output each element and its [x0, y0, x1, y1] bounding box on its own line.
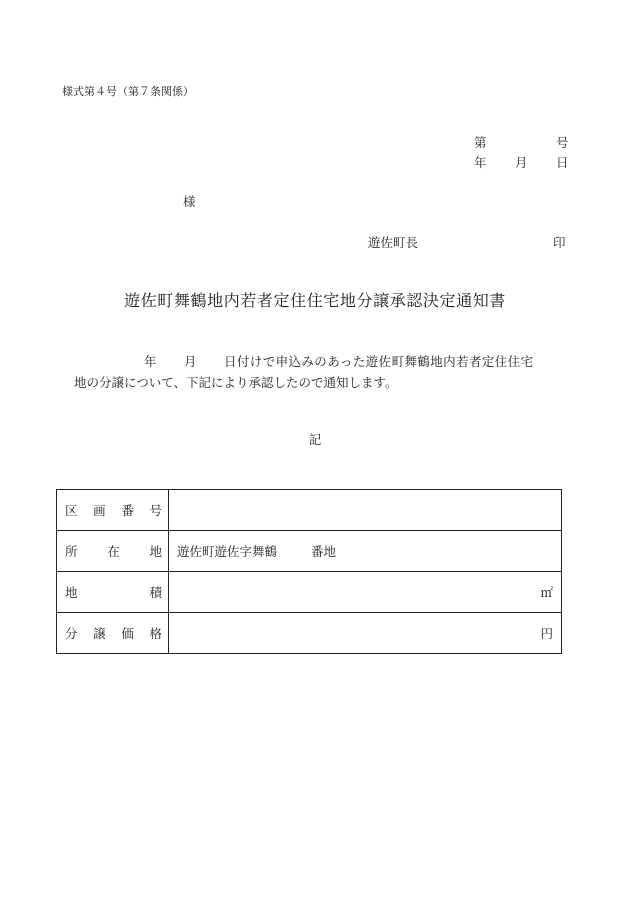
body-year: 年 [144, 354, 157, 369]
body-line-1: 日付けで申込みのあった遊佐町舞鶴地内若者定住住宅 [224, 354, 534, 369]
body-line-2: 地の分譲について、下記により承認したので通知します。 [74, 375, 398, 390]
date-day: 日 [556, 155, 569, 170]
addressee-honorific: 様 [183, 194, 196, 209]
ki-heading: 記 [308, 432, 322, 447]
area-unit: ㎡ [540, 585, 553, 600]
label-char: 所 [65, 544, 78, 559]
label-location [57, 531, 169, 572]
row-lot-number [57, 490, 562, 531]
label-char: 価 [121, 626, 134, 641]
value-area [169, 572, 562, 613]
label-lot-number [57, 490, 169, 531]
row-location [57, 531, 562, 572]
label-char: 番 [121, 503, 134, 518]
label-char: 号 [149, 503, 162, 518]
notice-number-suffix: 号 [556, 135, 569, 150]
location-prefix: 遊佐町遊佐字舞鶴 [177, 544, 278, 559]
label-char: 分 [65, 626, 78, 641]
label-char: 積 [149, 585, 162, 600]
location-suffix: 番地 [311, 544, 337, 559]
label-char: 在 [107, 544, 120, 559]
seal-mark: 印 [553, 235, 566, 250]
price-unit: 円 [540, 626, 553, 641]
label-char: 地 [149, 544, 162, 559]
label-char: 格 [149, 626, 162, 641]
label-area [57, 572, 169, 613]
body-month: 月 [184, 354, 197, 369]
label-char: 区 [65, 503, 78, 518]
issuer-title: 遊佐町長 [368, 235, 419, 250]
row-price [57, 613, 562, 654]
value-lot-number [169, 490, 562, 531]
label-char: 地 [65, 585, 78, 600]
label-char: 譲 [93, 626, 106, 641]
row-area [57, 572, 562, 613]
form-number: 様式第４号（第７条関係） [62, 85, 194, 98]
details-table [56, 489, 562, 654]
date-year: 年 [474, 155, 487, 170]
value-location [169, 531, 562, 572]
notice-number-prefix: 第 [474, 135, 487, 150]
label-char: 画 [93, 503, 106, 518]
label-price [57, 613, 169, 654]
document-title: 遊佐町舞鶴地内若者定住住宅地分譲承認決定通知書 [124, 291, 506, 310]
value-price [169, 613, 562, 654]
date-month: 月 [515, 155, 528, 170]
